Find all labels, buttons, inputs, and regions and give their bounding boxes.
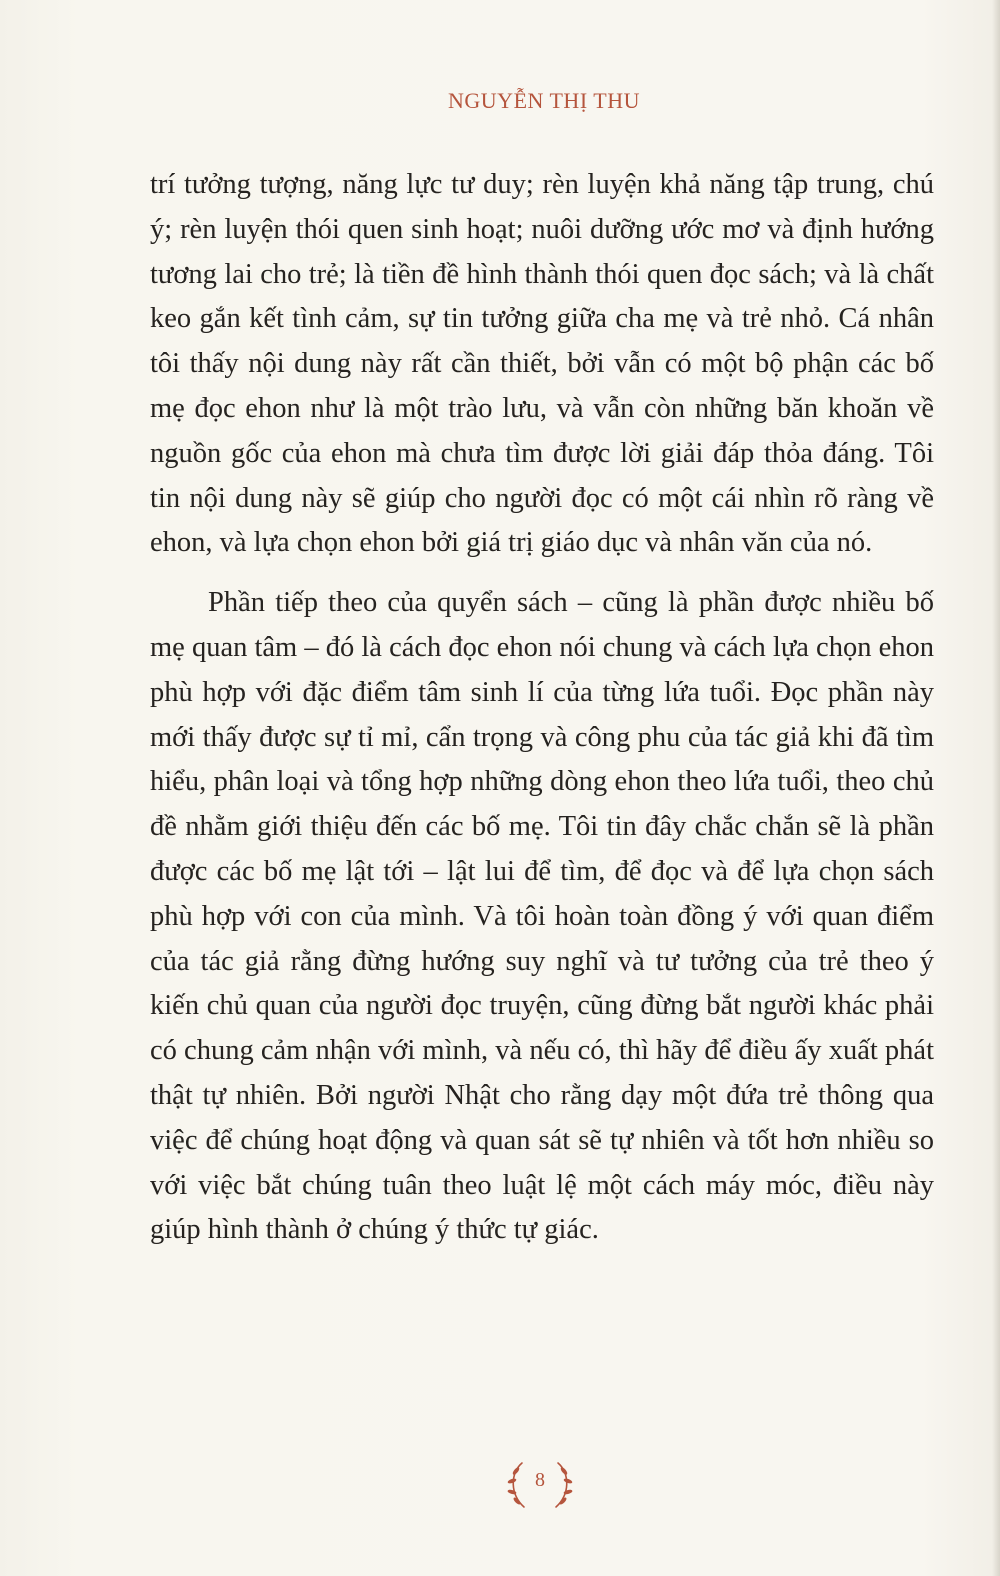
- paragraph-1: trí tưởng tượng, năng lực tư duy; rèn luyện khả năng tập trung, chú ý; rèn luyện thói quen sinh hoạt; nuôi dưỡng ước mơ và định hướng tương lai cho trẻ; là tiền đề hình thành thói quen đọc sách; và là chất keo gắn kết tình cảm, sự tin tưởng giữa cha mẹ và trẻ nhỏ. Cá nhân tôi thấy nội dung này rất cần thiết, bởi vẫn có một bộ phận các bố mẹ đọc ehon như là một trào lưu, và vẫn còn những băn khoăn về nguồn gốc của ehon mà chưa tìm được lời giải đáp thỏa đáng. Tôi tin nội dung này sẽ giúp cho người đọc có một cái nhìn rõ ràng về ehon, và lựa chọn ehon bởi giá trị giáo dục và nhân văn của nó.: [150, 169, 934, 559]
- page-edge-shadow: [992, 0, 1000, 1576]
- page-folio: [502, 1455, 578, 1515]
- running-header-author: NGUYỄN THỊ THU: [448, 88, 640, 113]
- body-text: [150, 163, 934, 1253]
- paragraph-2: Phần tiếp theo của quyển sách – cũng là phần được nhiều bố mẹ quan tâm – đó là cách đọc ehon nói chung và cách lựa chọn ehon phù hợp với đặc điểm tâm sinh lí của từng lứa tuổi. Đọc phần này mới thấy được sự tỉ mỉ, cẩn trọng và công phu của tác giả khi đã tìm hiểu, phân loại và tổng hợp những dòng ehon theo lứa tuổi, theo chủ đề nhằm giới thiệu đến các bố mẹ. Tôi tin đây chắc chắn sẽ là phần được các bố mẹ lật tới – lật lui để tìm, để đọc và để lựa chọn sách phù hợp với con của mình. Và tôi hoàn toàn đồng ý với quan điểm của tác giả rằng đừng hướng suy nghĩ và tư tưởng của trẻ theo ý kiến chủ quan của người đọc truyện, cũng đừng bắt người khác phải có chung cảm nhận với mình, và nếu có, thì hãy để điều ấy xuất phát thật tự nhiên. Bởi người Nhật cho rằng dạy một đứa trẻ thông qua việc để chúng hoạt động và quan sát sẽ tự nhiên và tốt hơn nhiều so với việc bắt chúng tuân theo luật lệ một cách máy móc, điều này giúp hình thành ở chúng ý thức tự giác.: [150, 587, 934, 1246]
- page-number: 8: [535, 1469, 545, 1491]
